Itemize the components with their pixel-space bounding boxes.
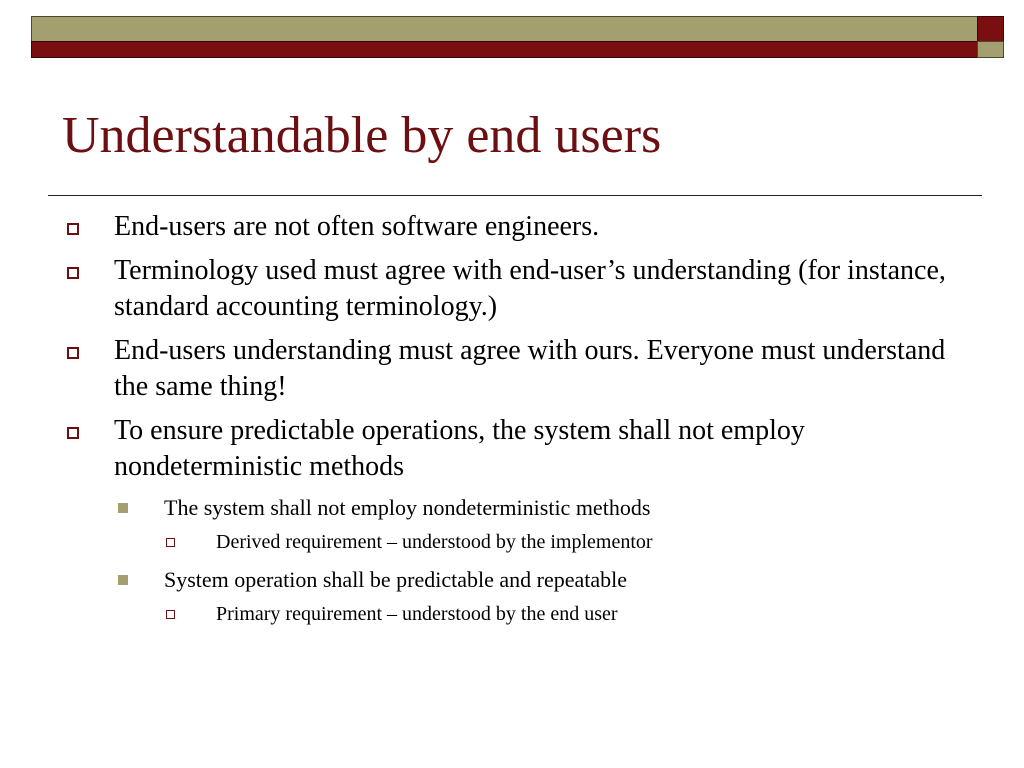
header-red-band [31,41,978,58]
sub-sub-bullet-text: Derived requirement – understood by the implementor [216,531,653,553]
bullet-item [0,209,1024,245]
filled-square-icon [118,503,128,513]
title-divider [48,195,982,196]
sub-sub-bullet-item [0,601,1024,627]
bullet-text: To ensure predictable operations, the system shall not employ nondeterministic methods [114,415,805,482]
bullet-item [0,413,1024,485]
header-corner-red-block [977,16,1004,42]
bullet-list [0,209,1024,637]
header-olive-band [31,16,978,42]
hollow-square-icon [67,427,79,439]
sub-bullet-item [0,565,1024,595]
slide-title: Understandable by end users [62,107,662,164]
hollow-square-icon [166,538,175,547]
sub-bullet-item [0,493,1024,523]
bullet-text: End-users understanding must agree with ours. Everyone must understand the same thing! [114,335,946,402]
sub-bullet-text: System operation shall be predictable and repeatable [164,567,628,592]
bullet-item [0,333,1024,405]
filled-square-icon [118,575,128,585]
bullet-text: Terminology used must agree with end-user’s understanding (for instance, standard accounting terminology.) [114,255,946,322]
sub-sub-bullet-item [0,529,1024,555]
hollow-square-icon [67,347,79,359]
bullet-text: End-users are not often software engineers. [114,211,600,242]
sub-sub-bullet-text: Primary requirement – understood by the end user [216,603,618,625]
sub-bullet-text: The system shall not employ nondeterministic methods [164,495,651,520]
bullet-item [0,253,1024,325]
hollow-square-icon [166,610,175,619]
hollow-square-icon [67,267,79,279]
hollow-square-icon [67,223,79,235]
header-corner-olive-block [977,41,1004,58]
